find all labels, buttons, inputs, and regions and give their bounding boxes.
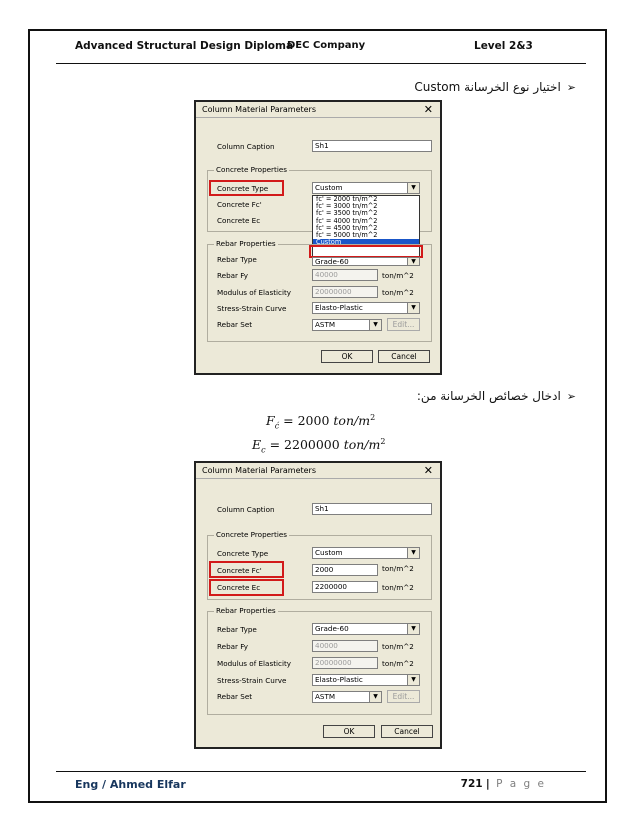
rebar-type-label: Rebar Type (217, 255, 257, 264)
eq-exponent: 2 (380, 437, 386, 446)
rebar-set-label: Rebar Set (217, 692, 253, 701)
stress-strain-label: Stress-Strain Curve (217, 676, 287, 685)
rebar-properties-title: Rebar Properties (216, 606, 276, 615)
concrete-fc-label: Concrete Fc' (217, 200, 262, 209)
option-item[interactable]: fc' = 5000 tn/m^2 (316, 230, 378, 239)
chevron-down-icon[interactable]: ▼ (369, 692, 381, 702)
bullet-text: اختيار نوع الخرسانة Custom (414, 80, 561, 94)
cancel-button[interactable]: Cancel (381, 725, 433, 738)
header-rule (56, 63, 586, 64)
chevron-down-icon[interactable]: ▼ (407, 548, 419, 558)
dropdown-value: ASTM (315, 692, 336, 701)
concrete-fc-input[interactable]: 2000 (312, 564, 378, 576)
concrete-type-dropdown[interactable] (312, 547, 420, 559)
cancel-button[interactable]: Cancel (378, 350, 430, 363)
concrete-type-dropdown[interactable] (312, 182, 420, 194)
option-item[interactable]: fc' = 2000 tn/m^2 (316, 195, 378, 203)
column-material-dialog-1 (194, 100, 442, 375)
highlight-box (209, 180, 284, 196)
chevron-down-icon[interactable]: ▼ (407, 675, 419, 685)
rebar-fy-label: Rebar Fy (217, 642, 249, 651)
chevron-down-icon[interactable]: ▼ (369, 320, 381, 330)
dropdown-value: Elasto-Plastic (315, 303, 363, 312)
column-caption-input[interactable]: Sh1 (312, 140, 432, 152)
bullet-select-concrete-type (414, 80, 576, 94)
title-divider (196, 478, 440, 479)
stress-strain-dropdown[interactable] (312, 302, 420, 314)
column-caption-input[interactable]: Sh1 (312, 503, 432, 515)
unit-label: ton/m^2 (382, 642, 414, 651)
ok-button[interactable]: OK (323, 725, 375, 738)
option-item[interactable]: fc' = 4000 tn/m^2 (316, 216, 378, 225)
unit-label: ton/m^2 (382, 288, 414, 297)
equation-ec (252, 437, 385, 455)
concrete-properties-title: Concrete Properties (216, 165, 287, 174)
column-caption-label: Column Caption (217, 505, 275, 514)
eq-symbol: E (252, 437, 262, 453)
rebar-fy-input[interactable]: 40000 (312, 269, 378, 281)
dialog-title: Column Material Parameters (202, 466, 317, 475)
arrow-bullet-icon: ➢ (566, 81, 576, 94)
rebar-set-dropdown[interactable] (312, 691, 382, 703)
footer-page (461, 778, 546, 790)
option-item[interactable]: fc' = 4500 tn/m^2 (316, 223, 378, 232)
page-word: P a g e (496, 778, 546, 790)
eq-symbol: F (266, 413, 275, 429)
dropdown-value: Custom (315, 548, 343, 557)
rebar-type-label: Rebar Type (217, 625, 257, 634)
header-level: Level 2&3 (474, 40, 533, 52)
close-icon[interactable]: ✕ (423, 464, 433, 477)
concrete-type-label: Concrete Type (217, 184, 269, 193)
column-material-dialog-2 (194, 461, 442, 749)
header-company: DEC Company (287, 40, 366, 51)
edit-button[interactable]: Edit... (387, 690, 420, 703)
dropdown-value: Grade-60 (315, 624, 349, 633)
dropdown-value: Custom (315, 183, 343, 192)
option-item-custom[interactable]: Custom (313, 239, 419, 246)
unit-label: ton/m^2 (382, 583, 414, 592)
eq-unit: ton/m (333, 413, 371, 429)
eq-value: = 2000 (283, 413, 330, 429)
stress-strain-label: Stress-Strain Curve (217, 304, 287, 313)
close-icon[interactable]: ✕ (423, 103, 433, 116)
option-item[interactable]: fc' = 3500 tn/m^2 (316, 209, 378, 218)
eq-subscript: ć (274, 421, 280, 431)
dropdown-value: Elasto-Plastic (315, 675, 363, 684)
footer-author: Eng / Ahmed Elfar (75, 778, 186, 791)
ok-button[interactable]: OK (321, 350, 373, 363)
concrete-ec-label: Concrete Ec (217, 216, 261, 225)
option-item[interactable]: fc' = 3000 tn/m^2 (316, 202, 378, 211)
concrete-type-label: Concrete Type (217, 549, 269, 558)
concrete-properties-title: Concrete Properties (216, 530, 287, 539)
rebar-fy-input[interactable]: 40000 (312, 640, 378, 652)
chevron-down-icon[interactable]: ▼ (407, 183, 419, 193)
bullet-enter-properties (417, 389, 576, 403)
rebar-properties-title: Rebar Properties (216, 239, 276, 248)
edit-button[interactable]: Edit... (387, 318, 420, 331)
chevron-down-icon[interactable]: ▼ (407, 303, 419, 313)
bullet-text: ادخال خصائص الخرسانة من: (416, 389, 561, 403)
column-caption-label: Column Caption (217, 142, 275, 151)
modulus-label: Modulus of Elasticity (217, 288, 292, 297)
dialog-title: Column Material Parameters (202, 105, 317, 114)
header-diploma: Advanced Structural Design Diploma (75, 40, 294, 52)
rebar-type-dropdown[interactable] (312, 623, 420, 635)
rebar-set-label: Rebar Set (217, 320, 253, 329)
eq-unit: ton/m (343, 437, 381, 453)
highlight-box (209, 579, 284, 596)
rebar-set-dropdown[interactable] (312, 319, 382, 331)
equation-fc (266, 413, 375, 431)
highlight-box (209, 561, 284, 578)
eq-exponent: 2 (370, 413, 376, 422)
dropdown-value: ASTM (315, 320, 336, 329)
arrow-bullet-icon: ➢ (566, 390, 576, 403)
dropdown-value: Grade-60 (315, 257, 349, 266)
unit-label: ton/m^2 (382, 564, 414, 573)
unit-label: ton/m^2 (382, 659, 414, 668)
chevron-down-icon[interactable]: ▼ (407, 258, 419, 265)
eq-value: = 2200000 (269, 437, 340, 453)
concrete-ec-label: Concrete Ec (217, 583, 261, 592)
modulus-input[interactable]: 20000000 (312, 657, 378, 669)
stress-strain-dropdown[interactable] (312, 674, 420, 686)
concrete-fc-label: Concrete Fc' (217, 566, 262, 575)
eq-subscript: c (261, 445, 266, 455)
rebar-fy-label: Rebar Fy (217, 271, 249, 280)
modulus-label: Modulus of Elasticity (217, 659, 292, 668)
modulus-input[interactable]: 20000000 (312, 286, 378, 298)
footer-rule (56, 771, 586, 772)
unit-label: ton/m^2 (382, 271, 414, 280)
chevron-down-icon[interactable]: ▼ (407, 624, 419, 634)
rebar-type-dropdown[interactable] (312, 257, 420, 266)
concrete-ec-input[interactable]: 2200000 (312, 581, 378, 593)
title-divider (196, 117, 440, 118)
page-separator: | (485, 778, 490, 790)
page-number: 721 (460, 778, 483, 790)
